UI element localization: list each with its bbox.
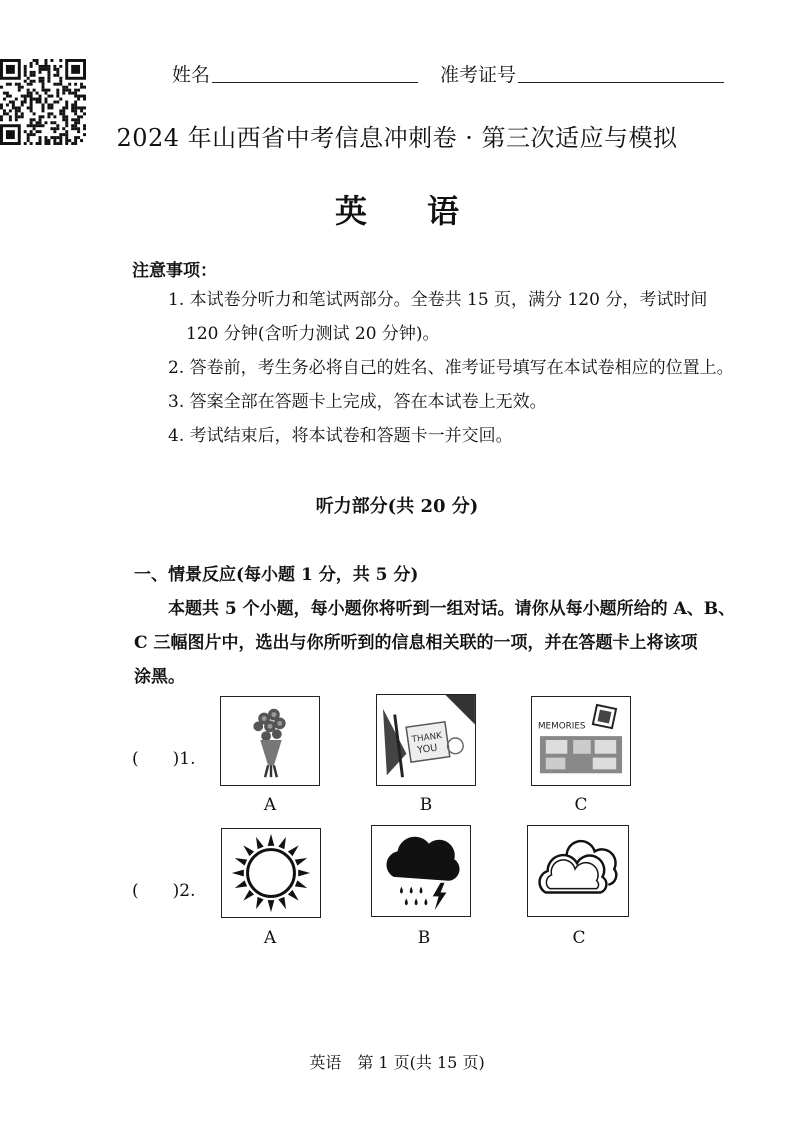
exam-title: 2024 年山西省中考信息冲刺卷 · 第三次适应与模拟 <box>116 124 678 152</box>
part-heading: 一、情景反应(每小题 1 分，共 5 分) <box>134 565 419 585</box>
option-2a-picture[interactable] <box>221 828 321 918</box>
id-label: 准考证号 <box>440 64 517 86</box>
option-1c-picture[interactable] <box>531 696 631 786</box>
option-letter: C <box>574 795 588 815</box>
notice-item: 1. 本试卷分听力和笔试两部分。全卷共 15 页，满分 120 分，考试时间 <box>168 290 708 310</box>
option-1b-picture[interactable] <box>376 694 476 786</box>
part-instructions <box>134 592 774 694</box>
notice-heading: 注意事项： <box>132 261 217 281</box>
sun-icon <box>222 829 320 917</box>
subject-title: 英语 <box>334 192 519 230</box>
option-letter: A <box>263 928 277 948</box>
id-field[interactable] <box>518 62 724 83</box>
notice-item: 4. 考试结束后，将本试卷和答题卡一并交回。 <box>168 426 513 446</box>
memories-photos-icon <box>532 697 630 785</box>
page-footer: 英语 第 1 页(共 15 页) <box>309 1053 485 1072</box>
notice-item: 3. 答案全部在答题卡上完成，答在本试卷上无效。 <box>168 392 547 412</box>
flower-bouquet-icon <box>221 697 319 785</box>
instruction-line: 涂黑。 <box>134 667 185 687</box>
svg-text:MEMORIES: MEMORIES <box>537 721 586 732</box>
thank-you-card-icon <box>377 695 475 785</box>
option-letter: A <box>263 795 277 815</box>
section-heading: 听力部分(共 20 分) <box>315 496 479 517</box>
svg-text:YOU: YOU <box>416 742 439 757</box>
name-label: 姓名 <box>172 64 211 86</box>
instruction-line: C 三幅图片中，选出与你所听到的信息相关联的一项，并在答题卡上将该项 <box>134 633 698 653</box>
option-letter: B <box>419 795 433 815</box>
card-text: THANK <box>411 731 443 746</box>
name-field[interactable] <box>212 62 418 83</box>
option-letter: B <box>417 928 431 948</box>
notice-item: 2. 答卷前，考生务必将自己的姓名、准考证号填写在本试卷相应的位置上。 <box>168 358 734 378</box>
instruction-line: 本题共 5 个小题，每小题你将听到一组对话。请你从每小题所给的 A、B、 <box>168 599 736 619</box>
thunderstorm-icon <box>372 826 470 916</box>
question-number: ( )1. <box>132 749 196 769</box>
option-1a-picture[interactable] <box>220 696 320 786</box>
question-number: ( )2. <box>132 881 196 901</box>
option-letter: C <box>572 928 586 948</box>
option-2b-picture[interactable] <box>371 825 471 917</box>
cloudy-icon <box>528 826 628 916</box>
option-2c-picture[interactable] <box>527 825 629 917</box>
notice-item: 120 分钟(含听力测试 20 分钟)。 <box>186 324 440 344</box>
